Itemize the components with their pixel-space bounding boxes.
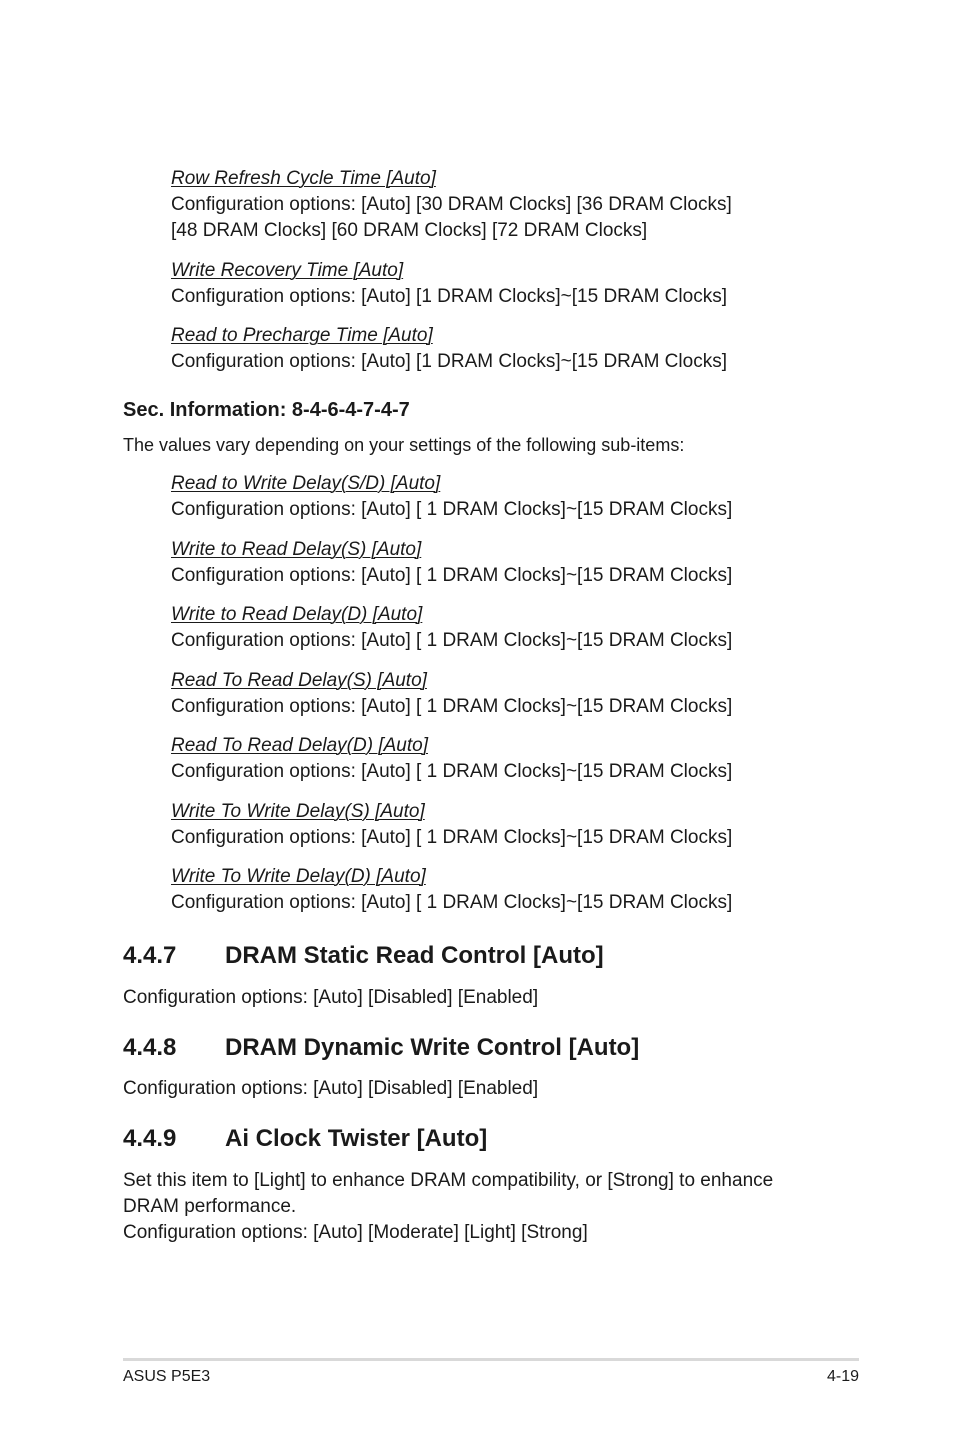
sec-information-intro: The values vary depending on your settings of the following sub-items: xyxy=(123,435,685,455)
item-options: Configuration options: [Auto] [ 1 DRAM Clocks]~[15 DRAM Clocks] xyxy=(171,892,733,913)
section-heading-4-4-7 xyxy=(123,941,604,971)
timing-item xyxy=(171,471,811,523)
section-title: Ai Clock Twister [Auto] xyxy=(225,1125,488,1152)
item-title: Write to Read Delay(S) [Auto] xyxy=(171,539,422,560)
item-options: Configuration options: [Auto] [ 1 DRAM Clocks]~[15 DRAM Clocks] xyxy=(171,565,733,586)
timing-item xyxy=(171,258,811,310)
section-body: Configuration options: [Auto] [Moderate] [Light] [Strong] xyxy=(123,1222,588,1243)
sec-information-heading: Sec. Information: 8-4-6-4-7-4-7 xyxy=(123,399,410,421)
footer-page-number: 4-19 xyxy=(826,1368,859,1385)
timing-item xyxy=(171,323,811,375)
item-title: Write Recovery Time [Auto] xyxy=(171,260,404,281)
section-title: DRAM Static Read Control [Auto] xyxy=(225,942,604,969)
section-body: Set this item to [Light] to enhance DRAM compatibility, or [Strong] to enhance xyxy=(123,1170,774,1191)
section-number: 4.4.8 xyxy=(123,1034,177,1061)
item-title: Write to Read Delay(D) [Auto] xyxy=(171,604,423,625)
section-heading-4-4-8 xyxy=(123,1033,639,1063)
item-options: Configuration options: [Auto] [1 DRAM Clocks]~[15 DRAM Clocks] xyxy=(171,286,727,307)
section-body: Configuration options: [Auto] [Disabled] [Enabled] xyxy=(123,987,539,1008)
item-options: Configuration options: [Auto] [ 1 DRAM Clocks]~[15 DRAM Clocks] xyxy=(171,630,733,651)
item-title: Write To Write Delay(S) [Auto] xyxy=(171,801,425,822)
item-title: Read To Read Delay(S) [Auto] xyxy=(171,670,427,691)
item-title: Read to Precharge Time [Auto] xyxy=(171,325,433,346)
section-title: DRAM Dynamic Write Control [Auto] xyxy=(225,1034,640,1061)
item-title: Read to Write Delay(S/D) [Auto] xyxy=(171,473,441,494)
item-options: Configuration options: [Auto] [ 1 DRAM Clocks]~[15 DRAM Clocks] xyxy=(171,761,733,782)
item-options: Configuration options: [Auto] [30 DRAM Clocks] [36 DRAM Clocks] xyxy=(171,194,732,215)
timing-item xyxy=(171,166,811,244)
item-title: Write To Write Delay(D) [Auto] xyxy=(171,866,426,887)
footer-product-name: ASUS P5E3 xyxy=(123,1368,211,1385)
item-options: [48 DRAM Clocks] [60 DRAM Clocks] [72 DRAM Clocks] xyxy=(171,220,648,241)
item-options: Configuration options: [Auto] [ 1 DRAM Clocks]~[15 DRAM Clocks] xyxy=(171,827,733,848)
item-options: Configuration options: [Auto] [1 DRAM Clocks]~[15 DRAM Clocks] xyxy=(171,351,727,372)
item-title: Read To Read Delay(D) [Auto] xyxy=(171,735,428,756)
item-options: Configuration options: [Auto] [ 1 DRAM Clocks]~[15 DRAM Clocks] xyxy=(171,696,733,717)
timing-item xyxy=(171,733,811,785)
timing-item xyxy=(171,602,811,654)
section-body: DRAM performance. xyxy=(123,1196,297,1217)
timing-item xyxy=(171,864,811,916)
timing-item xyxy=(171,799,811,851)
timing-item xyxy=(171,668,811,720)
timing-item xyxy=(171,537,811,589)
item-options: Configuration options: [Auto] [ 1 DRAM Clocks]~[15 DRAM Clocks] xyxy=(171,499,733,520)
section-number: 4.4.9 xyxy=(123,1125,177,1152)
footer-divider xyxy=(123,1358,859,1361)
item-title: Row Refresh Cycle Time [Auto] xyxy=(171,168,436,189)
section-heading-4-4-9 xyxy=(123,1124,487,1154)
section-number: 4.4.7 xyxy=(123,942,177,969)
section-body: Configuration options: [Auto] [Disabled] [Enabled] xyxy=(123,1078,539,1099)
